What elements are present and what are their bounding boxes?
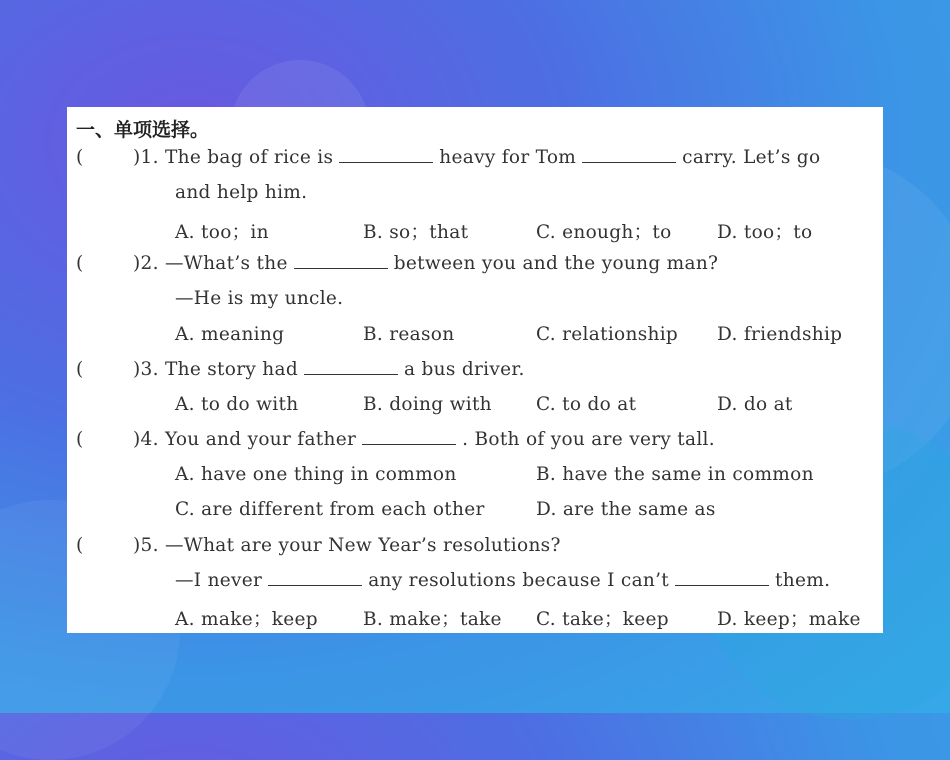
question-number: )5. [133,535,159,556]
option-d[interactable]: D. keep；make [717,609,861,630]
option-a[interactable]: A. too；in [175,222,269,243]
answer-bracket[interactable]: ( [76,429,84,450]
option-b[interactable]: B. reason [363,324,455,345]
option-b[interactable]: B. so；that [363,222,469,243]
option-c[interactable]: C. enough；to [536,222,672,243]
question-number: )2. [133,253,159,274]
question-number: )4. [133,429,159,450]
answer-bracket[interactable]: ( [76,535,84,556]
answer-blank[interactable] [268,571,362,586]
option-b[interactable]: B. make；take [363,609,502,630]
question-number: )3. [133,359,159,380]
question-2-stem: )2. —What’s the between you and the young man? [133,253,719,274]
answer-blank[interactable] [675,571,769,586]
answer-blank[interactable] [339,148,433,163]
answer-bracket[interactable]: ( [76,147,84,168]
answer-blank[interactable] [294,254,388,269]
question-1-stem: )1. The bag of rice is heavy for Tom carry. Let’s go [133,147,821,168]
question-5-stem: )5. —What are your New Year’s resolutions? [133,535,561,556]
question-3-stem: )3. The story had a bus driver. [133,359,525,380]
question-2-reply: —He is my uncle. [175,288,344,309]
question-number: )1. [133,147,159,168]
question-1-continuation: and help him. [175,182,308,203]
answer-blank[interactable] [304,360,398,375]
option-d[interactable]: D. too；to [717,222,813,243]
option-a[interactable]: A. make；keep [175,609,318,630]
option-d[interactable]: D. do at [717,394,793,415]
option-c[interactable]: C. take；keep [536,609,669,630]
option-c[interactable]: C. to do at [536,394,637,415]
option-c[interactable]: C. relationship [536,324,679,345]
option-c[interactable]: C. are different from each other [175,499,485,520]
answer-bracket[interactable]: ( [76,253,84,274]
option-a[interactable]: A. meaning [175,324,285,345]
section-heading: 一、单项选择。 [76,119,210,141]
option-a[interactable]: A. have one thing in common [175,464,457,485]
option-d[interactable]: D. friendship [717,324,843,345]
answer-blank[interactable] [362,430,456,445]
answer-bracket[interactable]: ( [76,359,84,380]
answer-blank[interactable] [582,148,676,163]
question-4-stem: )4. You and your father . Both of you are very tall. [133,429,715,450]
option-a[interactable]: A. to do with [175,394,299,415]
question-5-reply: —I never any resolutions because I can’t them. [175,570,831,591]
exercise-sheet [67,107,883,633]
option-b[interactable]: B. doing with [363,394,492,415]
option-d[interactable]: D. are the same as [536,499,716,520]
option-b[interactable]: B. have the same in common [536,464,814,485]
